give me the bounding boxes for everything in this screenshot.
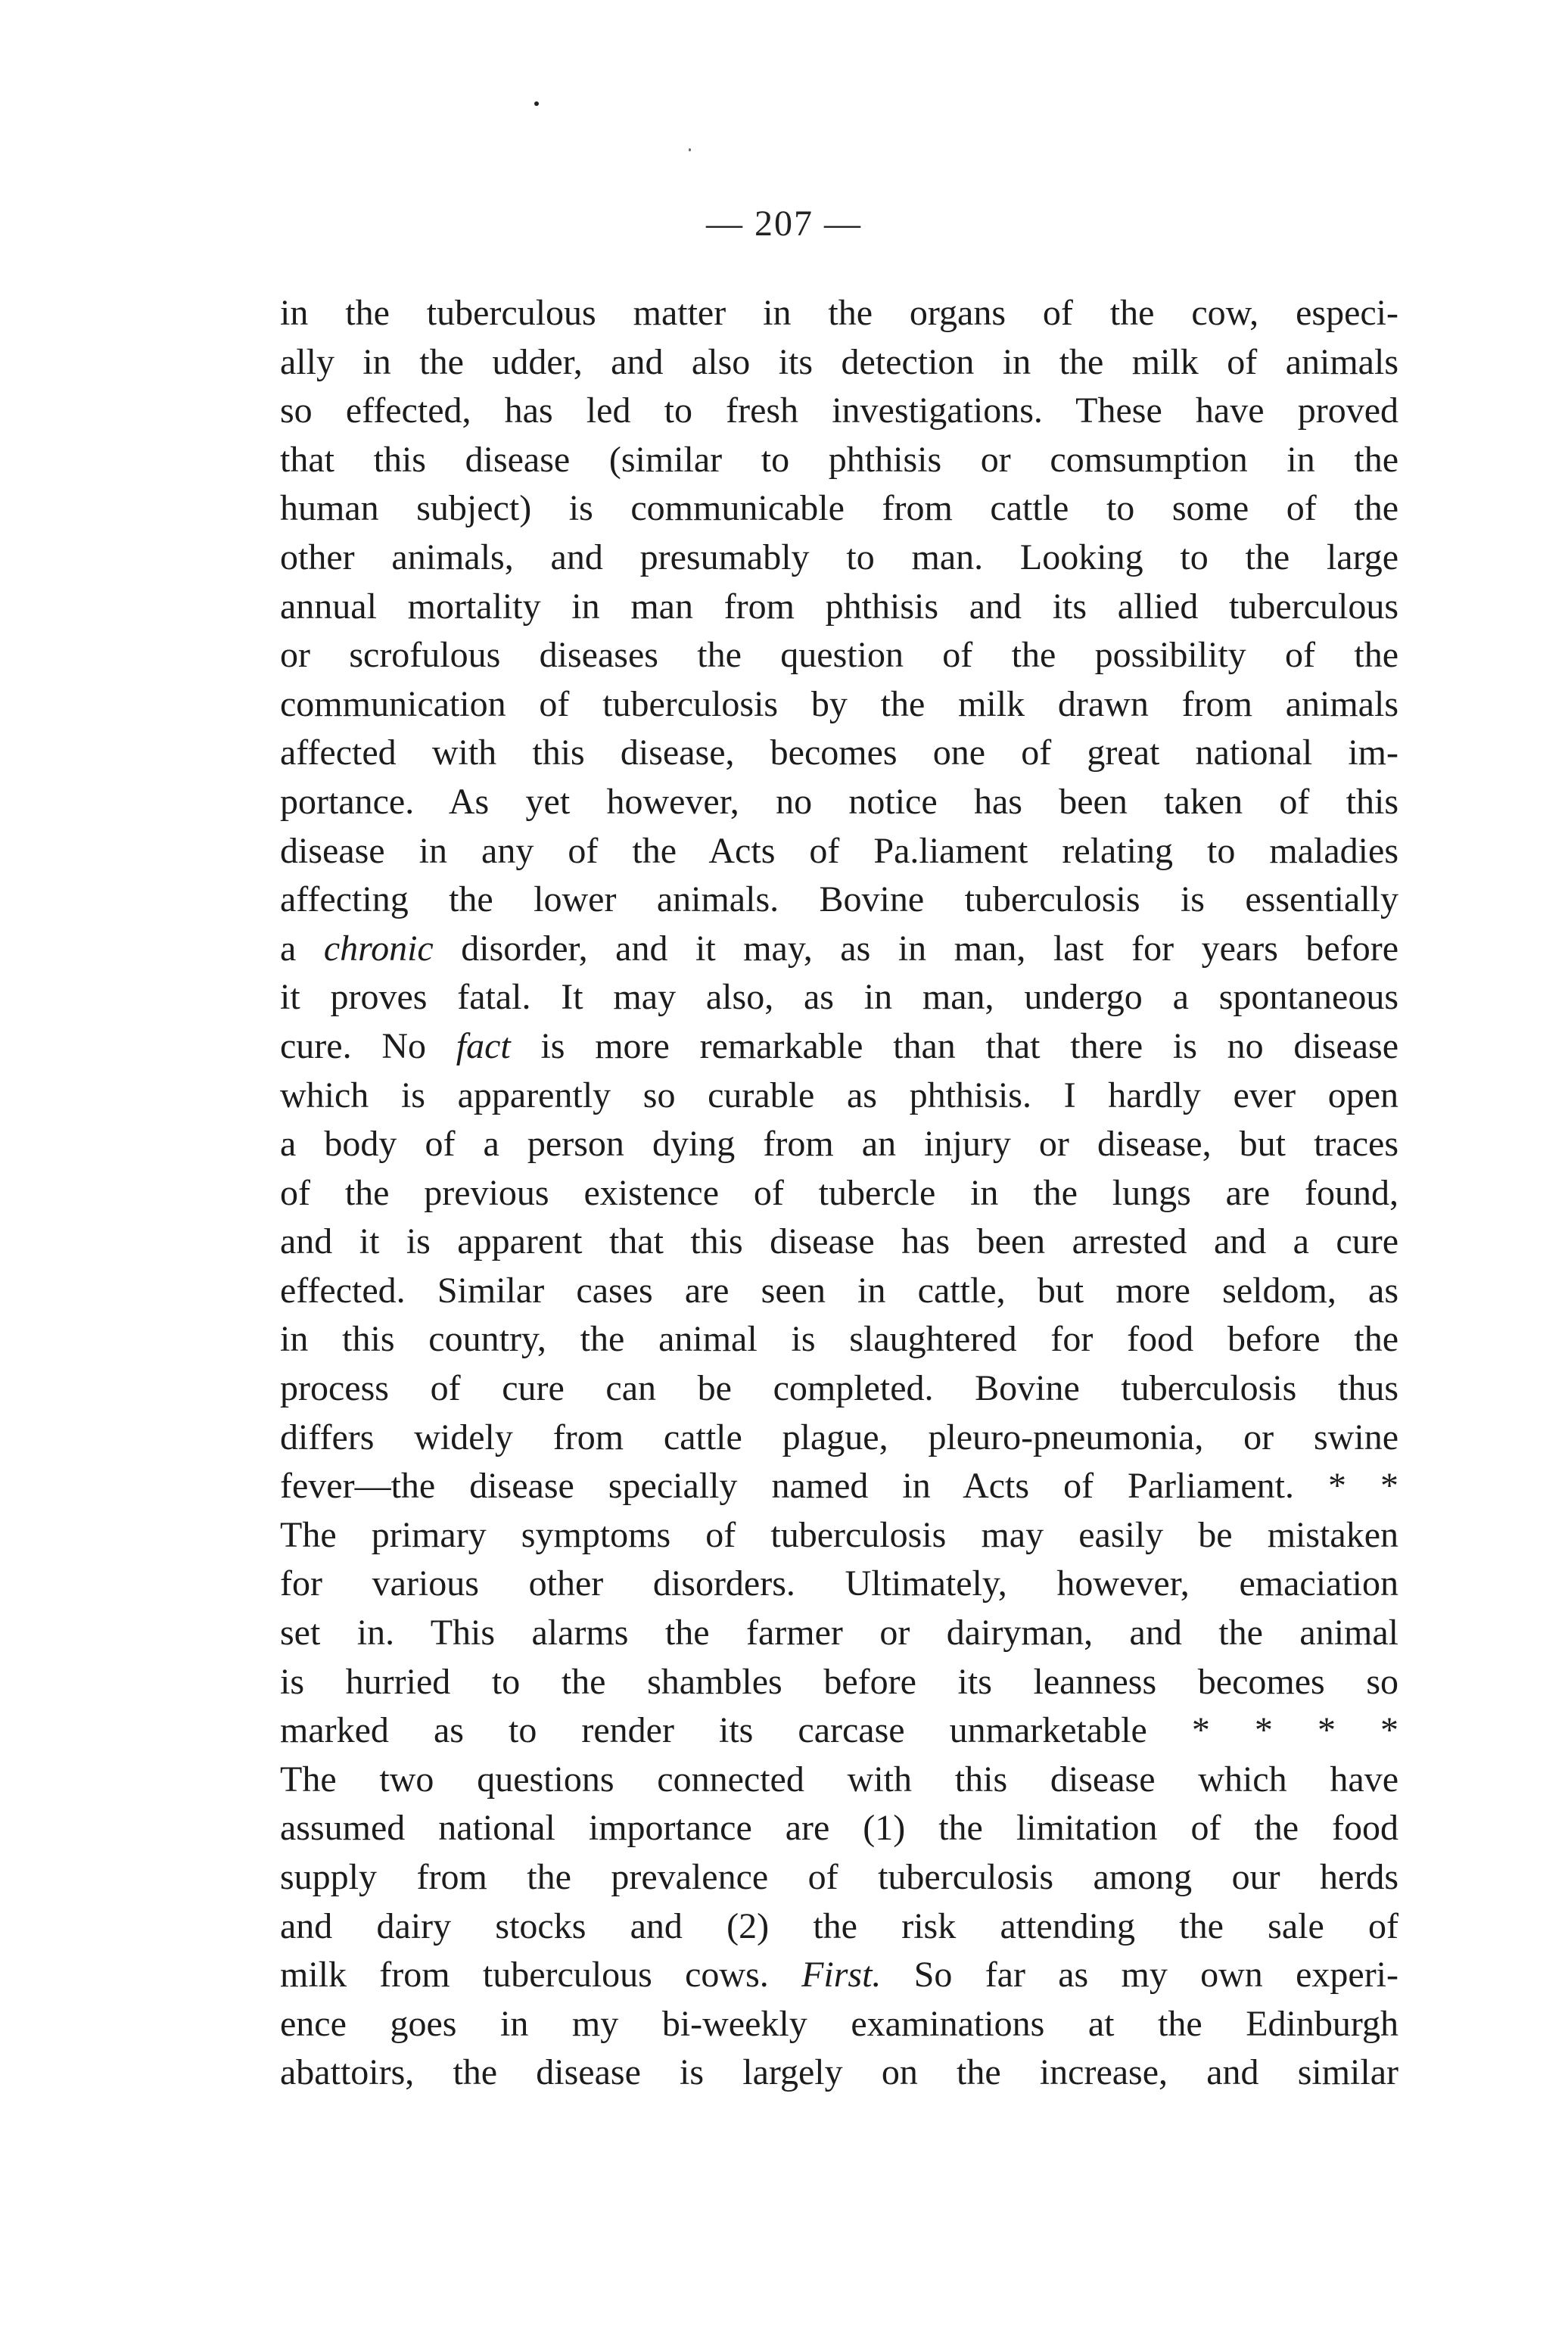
text-line: abattoirs, the disease is largely on the increase, and similar [280, 2052, 1398, 2093]
text-line: for various other disorders. Ultimately, however, emaciation [280, 1563, 1398, 1604]
text-line [280, 925, 1398, 974]
text-segment: milk from tuberculous cows. [280, 1955, 802, 1995]
text-line: annual mortality in man from phthisis and its allied tuberculous [280, 586, 1398, 627]
text-line: a body of a person dying from an injury or disease, but traces [280, 1124, 1398, 1165]
text-line: in the tuberculous matter in the organs of the cow, especi- [280, 293, 1398, 333]
text-line: and dairy stocks and (2) the risk attending the sale of [280, 1905, 1398, 1946]
text-line [280, 1022, 1398, 1072]
text-line: fever—the disease specially named in Acts of Parliament. * * [280, 1466, 1398, 1507]
text-line: portance. As yet however, no notice has been taken of this [280, 781, 1398, 822]
text-line: it proves fatal. It may also, as in man, undergo a spontaneous [280, 977, 1398, 1018]
text-line: affected with this disease, becomes one of great national im- [280, 733, 1398, 773]
ink-speck [689, 148, 691, 151]
text-line: so effected, has led to fresh investigations. These have proved [280, 390, 1398, 431]
text-line: supply from the prevalence of tuberculosis among our herds [280, 1857, 1398, 1897]
text-line: marked as to render its carcase unmarketable * * * * [280, 1710, 1398, 1751]
body-text [280, 289, 1398, 2098]
text-line: The two questions connected with this disease which have [280, 1759, 1398, 1800]
text-segment: is more remarkable than that there is no disease [510, 1025, 1398, 1066]
italic-word: First. [801, 1955, 882, 1995]
text-segment: cure. No [280, 1025, 456, 1066]
text-line: assumed national importance are (1) the limitation of the food [280, 1808, 1398, 1849]
ink-speck [534, 101, 539, 106]
text-line: process of cure can be completed. Bovine tuberculosis thus [280, 1368, 1398, 1409]
text-line: set in. This alarms the farmer or dairyman, and the animal [280, 1613, 1398, 1653]
text-line: differs widely from cattle plague, pleuro-pneumonia, or swine [280, 1417, 1398, 1457]
text-line: and it is apparent that this disease has been arrested and a cure [280, 1221, 1398, 1262]
text-line: The primary symptoms of tuberculosis may easily be mistaken [280, 1514, 1398, 1555]
text-segment: disorder, and it may, as in man, last for years before [433, 928, 1398, 969]
italic-word: chronic [323, 928, 434, 969]
text-line: human subject) is communicable from cattle to some of the [280, 488, 1398, 529]
text-line: effected. Similar cases are seen in cattle, but more seldom, as [280, 1270, 1398, 1311]
text-segment: a [280, 928, 324, 969]
text-line: communication of tuberculosis by the milk drawn from animals [280, 683, 1398, 724]
text-line: of the previous existence of tubercle in the lungs are found, [280, 1172, 1398, 1213]
text-segment: So far as my own experi- [881, 1955, 1399, 1995]
text-line: that this disease (similar to phthisis or comsumption in the [280, 439, 1398, 480]
italic-word: fact [456, 1025, 511, 1066]
page-number: — 207 — [706, 204, 862, 244]
text-line: ence goes in my bi-weekly examinations at the Edinburgh [280, 2003, 1398, 2044]
text-line: ally in the udder, and also its detection in the milk of animals [280, 341, 1398, 382]
text-line: is hurried to the shambles before its leanness becomes so [280, 1661, 1398, 1702]
text-line: disease in any of the Acts of Pa.liament relating to maladies [280, 830, 1398, 871]
text-line: or scrofulous diseases the question of the possibility of the [280, 635, 1398, 676]
text-line: other animals, and presumably to man. Looking to the large [280, 537, 1398, 577]
text-line: in this country, the animal is slaughtered for food before the [280, 1319, 1398, 1360]
text-line: which is apparently so curable as phthisis. I hardly ever open [280, 1075, 1398, 1115]
text-line [280, 1951, 1398, 2000]
text-line: affecting the lower animals. Bovine tuberculosis is essentially [280, 879, 1398, 920]
